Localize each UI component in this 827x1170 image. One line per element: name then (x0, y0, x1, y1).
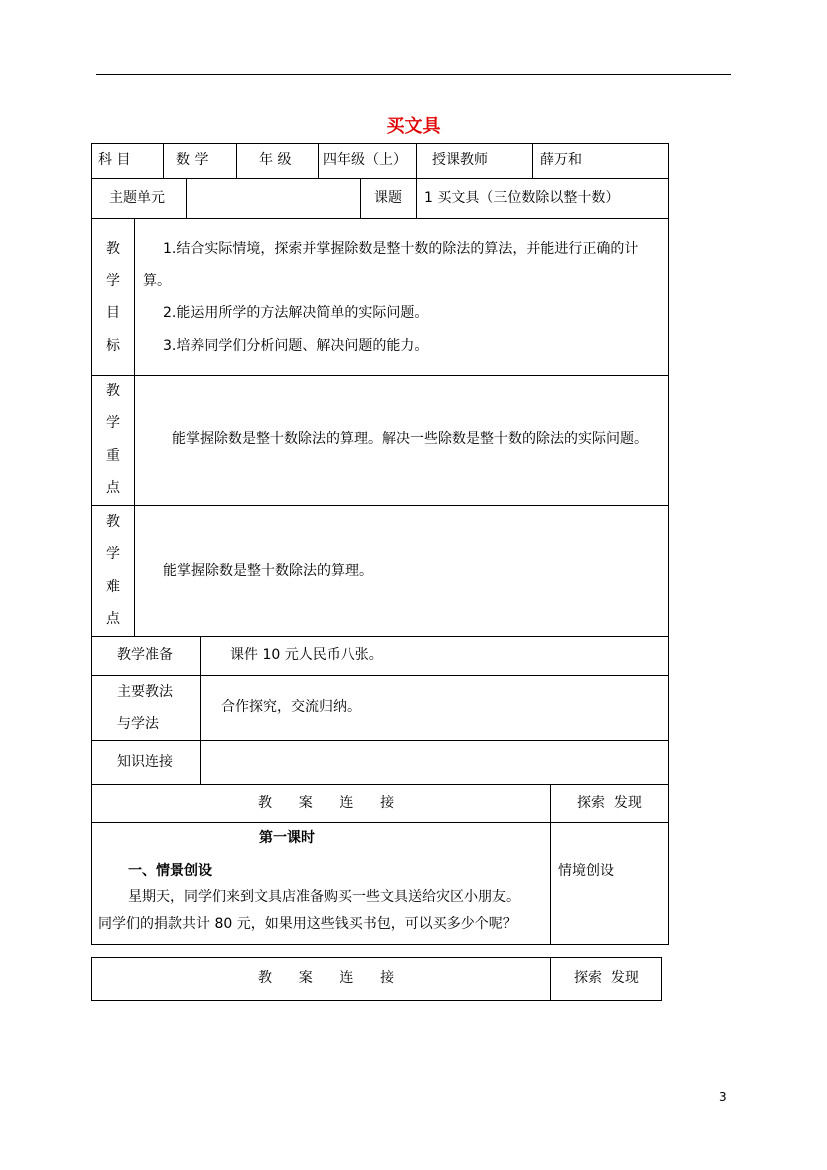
lesson-section: 一、情景创设 (128, 863, 212, 879)
document-title: 买文具 (386, 116, 441, 137)
plan-header-left: 教 案 连 接 (258, 795, 395, 811)
grade-label: 年 级 (259, 152, 292, 168)
preparation-label: 教学准备 (117, 647, 173, 663)
objectives-label-char: 标 (106, 338, 120, 354)
key-points-label-char: 教 (106, 383, 120, 399)
key-points-label-char: 点 (106, 480, 120, 496)
plan-header2-right: 探索 发现 (574, 970, 639, 986)
methods-label-line2: 与学法 (117, 716, 159, 732)
subject-value: 数 学 (176, 152, 209, 168)
main-table (91, 143, 669, 945)
objectives-label-char: 学 (106, 273, 120, 289)
difficulties-text: 能掌握除数是整十数除法的算理。 (163, 563, 373, 579)
lesson-value: 1 买文具（三位数除以整十数） (424, 190, 620, 206)
objective-3: 3.培养同学们分析问题、解决问题的能力。 (163, 338, 429, 354)
plan-header2-left: 教 案 连 接 (258, 970, 395, 986)
lesson-label: 课题 (374, 190, 402, 206)
objective-1-cont: 算。 (143, 273, 171, 289)
objectives-label-char: 教 (106, 241, 120, 257)
objective-2: 2.能运用所学的方法解决简单的实际问题。 (163, 305, 429, 321)
difficulties-label-char: 学 (106, 546, 120, 562)
grade-value: 四年级（上） (323, 152, 407, 168)
plan-header-right: 探索 发现 (577, 795, 642, 811)
teacher-label: 授课教师 (432, 152, 488, 168)
lesson-side-note: 情境创设 (558, 863, 614, 879)
preparation-text: 课件 10 元人民币八张。 (230, 647, 383, 663)
difficulties-label-char: 教 (106, 514, 120, 530)
difficulties-label-char: 点 (106, 611, 120, 627)
header-rule (96, 74, 731, 75)
lesson-para-line2: 同学们的捐款共计 80 元，如果用这些钱买书包，可以买多少个呢？ (98, 916, 517, 932)
objectives-label-char: 目 (106, 305, 120, 321)
objective-1: 1.结合实际情境，探索并掌握除数是整十数的除法的算法，并能进行正确的计 (163, 241, 639, 257)
key-points-text: 能掌握除数是整十数除法的算理。解决一些除数是整十数的除法的实际问题。 (172, 431, 648, 447)
subject-label: 科 目 (98, 152, 131, 168)
difficulties-label-char: 难 (106, 579, 120, 595)
methods-label-line1: 主要教法 (117, 684, 173, 700)
knowledge-label: 知识连接 (117, 754, 173, 770)
key-points-label-char: 学 (106, 415, 120, 431)
page-number: 3 (719, 1090, 727, 1104)
unit-label: 主题单元 (109, 190, 165, 206)
teacher-value: 薛万和 (540, 152, 582, 168)
key-points-label-char: 重 (106, 448, 120, 464)
lesson-para-line1: 星期天，同学们来到文具店准备购买一些文具送给灾区小朋友。 (128, 889, 520, 905)
methods-text: 合作探究，交流归纳。 (221, 699, 361, 715)
lesson-period: 第一课时 (259, 830, 315, 846)
